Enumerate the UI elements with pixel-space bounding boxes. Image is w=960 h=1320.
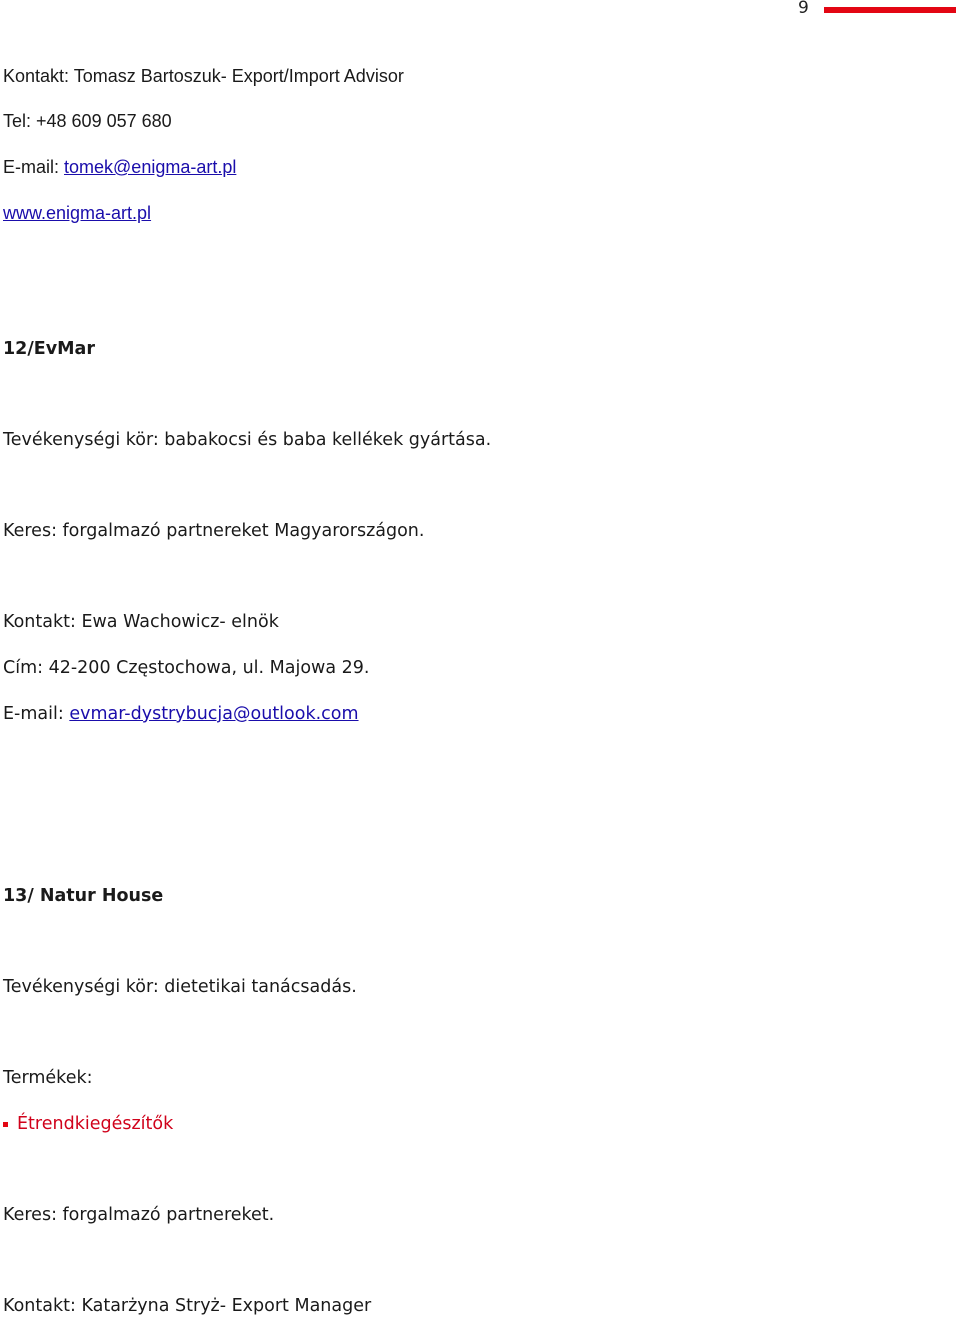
activity-line: Tevékenységi kör: dietetikai tanácsadás. <box>3 977 357 997</box>
phone-line: Tel: +48 609 057 680 <box>3 111 172 131</box>
product-item: Étrendkiegészítők <box>17 1114 174 1134</box>
header-accent-bar <box>824 7 956 13</box>
search-line: Keres: forgalmazó partnereket. <box>3 1205 275 1225</box>
website-line <box>3 202 151 224</box>
section-title-natur-house: 13/ Natur House <box>3 886 164 906</box>
search-line: Keres: forgalmazó partnereket Magyarországon. <box>3 521 425 541</box>
section-title-evmar: 12/EvMar <box>3 339 95 359</box>
contact-line: Kontakt: Tomasz Bartoszuk- Export/Import Advisor <box>3 66 404 86</box>
email-link[interactable]: tomek@enigma-art.pl <box>64 157 237 177</box>
bullet-icon <box>3 1122 8 1127</box>
email-line <box>3 156 236 178</box>
email-label: E-mail: <box>3 157 65 177</box>
contact-line: Kontakt: Katarżyna Stryż- Export Manager <box>3 1296 372 1316</box>
email-line <box>3 703 359 725</box>
products-label: Termékek: <box>3 1068 93 1088</box>
page-number: 9 <box>798 0 809 18</box>
contact-line: Kontakt: Ewa Wachowicz- elnök <box>3 612 279 632</box>
email-link[interactable]: evmar-dystrybucja@outlook.com <box>69 704 359 724</box>
email-label: E-mail: <box>3 704 70 724</box>
activity-line: Tevékenységi kör: babakocsi és baba kellékek gyártása. <box>3 430 492 450</box>
address-line: Cím: 42-200 Częstochowa, ul. Majowa 29. <box>3 658 370 678</box>
website-link[interactable]: www.enigma-art.pl <box>3 203 152 223</box>
